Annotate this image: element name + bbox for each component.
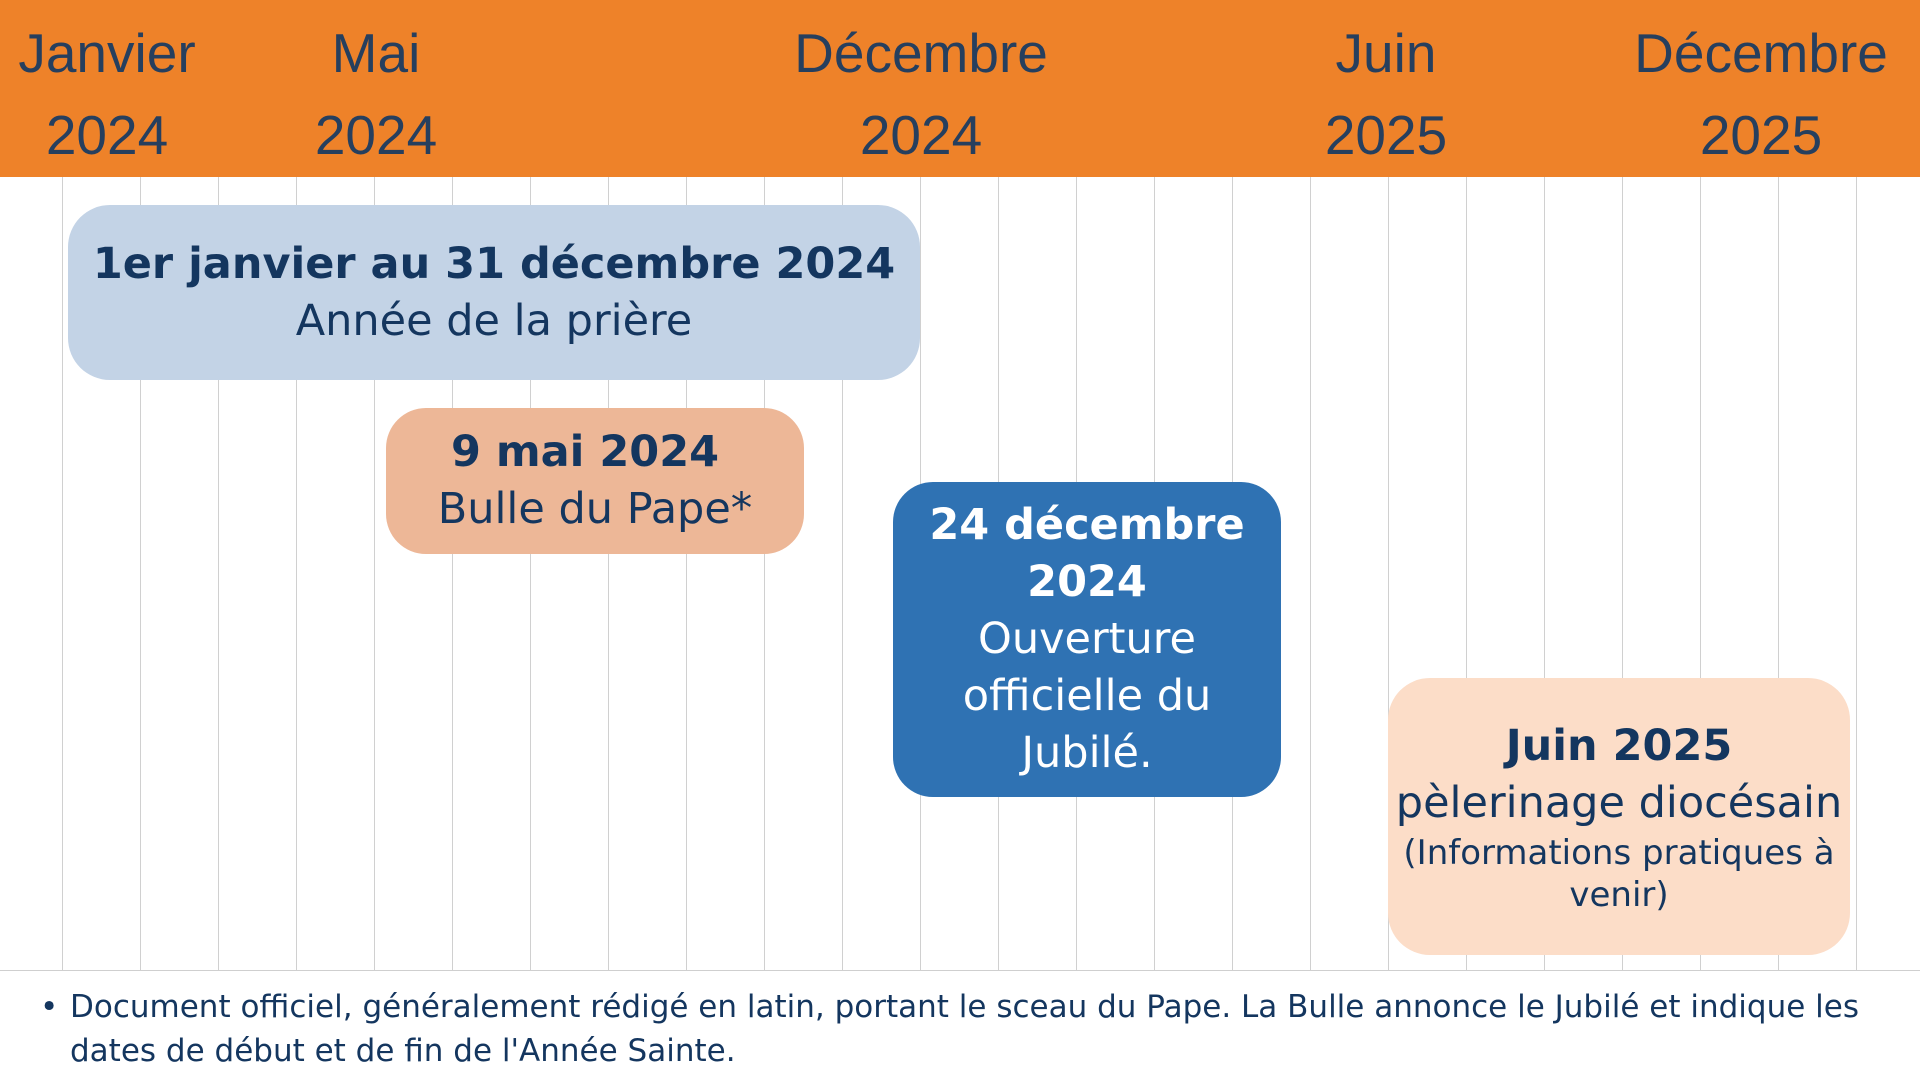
event-title: Bulle du Pape* bbox=[437, 484, 753, 534]
header-label-janvier-2024 bbox=[18, 12, 195, 176]
event-annee-de-la-priere bbox=[68, 205, 920, 380]
footnote-text: Document officiel, généralement rédigé en latin, portant le sceau du Pape. La Bulle annonce le Jubilé et indique les dates de début et de fin de l'Année Sainte. bbox=[70, 989, 1859, 1069]
event-title: pèlerinage diocésain bbox=[1395, 777, 1843, 828]
event-date: 1er janvier au 31 décembre 2024 bbox=[92, 238, 896, 289]
footnote bbox=[40, 985, 1890, 1073]
event-bulle-du-pape bbox=[386, 408, 804, 554]
event-date: 24 décembre 2024 bbox=[929, 500, 1245, 607]
grid-line bbox=[1310, 177, 1311, 970]
header-month: Juin bbox=[1335, 22, 1437, 84]
header-year: 2025 bbox=[1699, 104, 1823, 166]
header-year: 2024 bbox=[859, 104, 983, 166]
event-note: (Informations pratiques à venir) bbox=[1403, 832, 1835, 915]
grid-line bbox=[1856, 177, 1857, 970]
event-pelerinage-diocesain bbox=[1388, 678, 1850, 955]
bullet-icon: • bbox=[40, 989, 59, 1025]
header-month: Mai bbox=[331, 22, 421, 84]
header-label-juin-2025 bbox=[1325, 12, 1447, 176]
header-month: Décembre bbox=[794, 22, 1048, 84]
event-date: 9 mai 2024 bbox=[450, 427, 720, 477]
header-label-decembre-2025 bbox=[1634, 12, 1888, 176]
header-label-mai-2024 bbox=[315, 12, 437, 176]
event-title: Année de la prière bbox=[295, 295, 693, 346]
header-label-decembre-2024 bbox=[794, 12, 1048, 176]
header-year: 2024 bbox=[314, 104, 438, 166]
header-year: 2024 bbox=[45, 104, 169, 166]
event-ouverture-jubile bbox=[893, 482, 1281, 797]
event-title: Ouverture officielle du Jubilé. bbox=[962, 614, 1212, 778]
timeline-baseline bbox=[0, 970, 1920, 971]
header-month: Décembre bbox=[1634, 22, 1888, 84]
event-date: Juin 2025 bbox=[1505, 720, 1733, 771]
grid-line bbox=[62, 177, 63, 970]
header-month: Janvier bbox=[18, 22, 196, 84]
timeline-header bbox=[0, 0, 1920, 177]
header-year: 2025 bbox=[1324, 104, 1448, 166]
